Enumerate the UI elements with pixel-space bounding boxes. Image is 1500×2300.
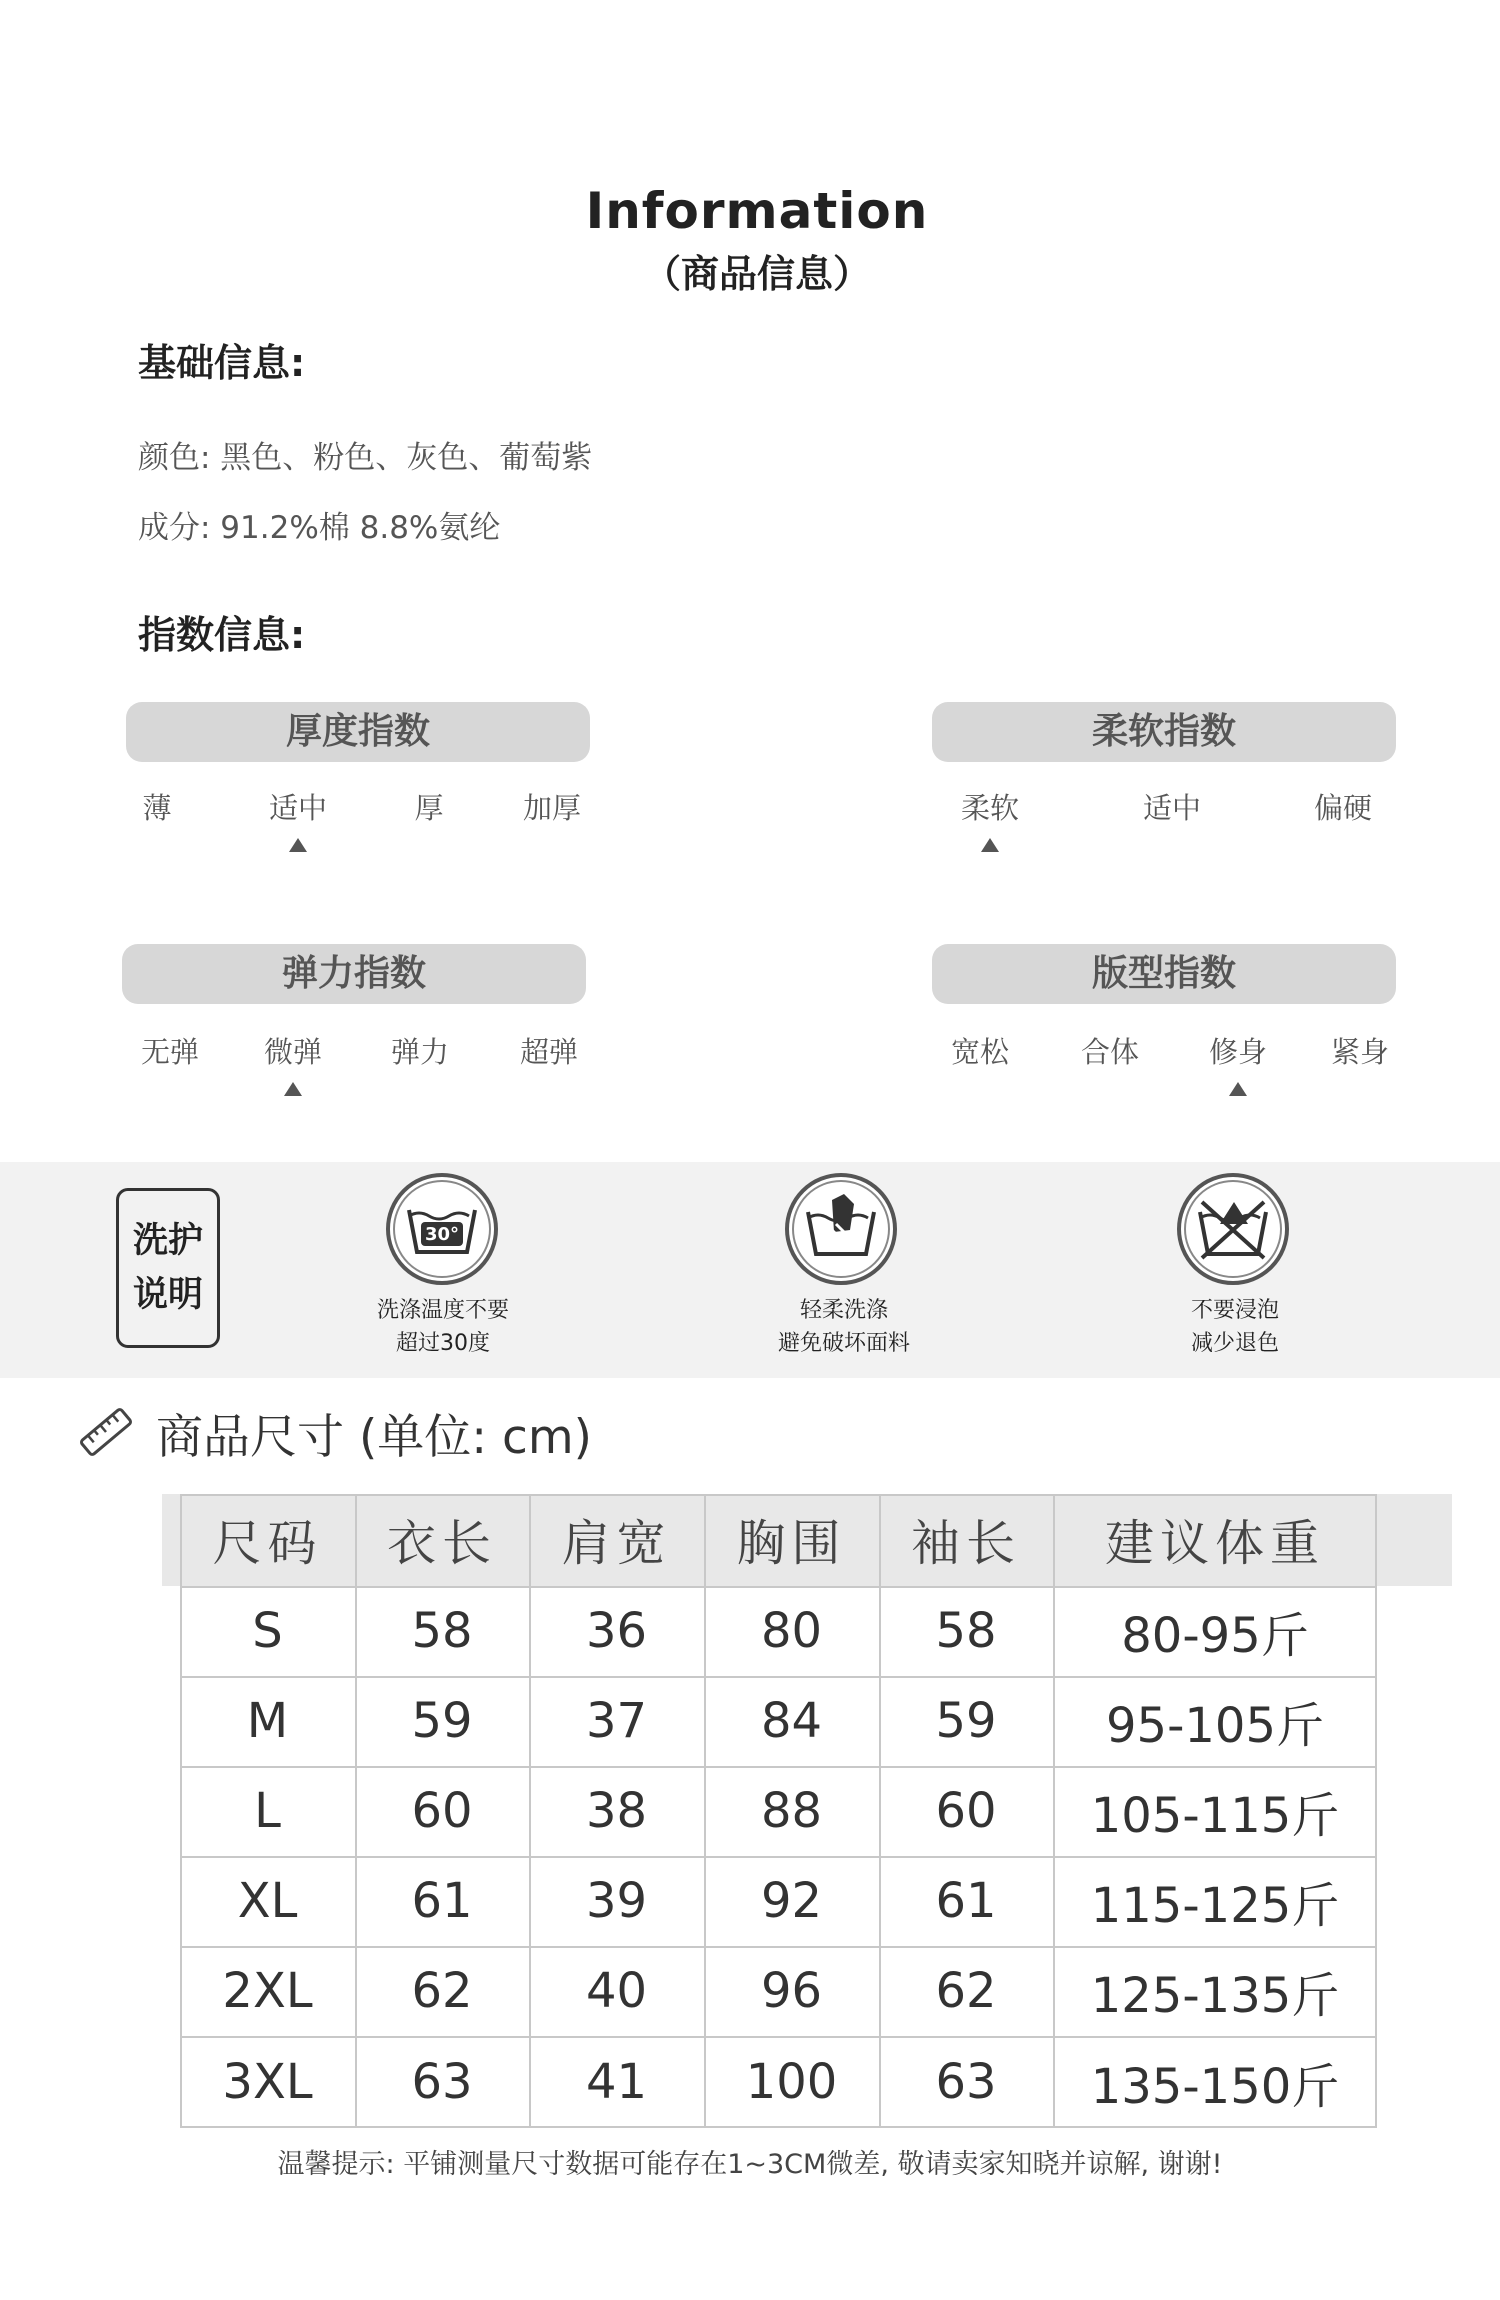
table-cell: 63 [935, 2054, 997, 2110]
care-title-box [116, 1188, 220, 1348]
index-title-1: 厚度指数 [126, 702, 590, 762]
size-table [180, 1494, 1377, 2128]
table-grid-line [180, 1766, 1377, 1768]
care-text-2-line1: 轻柔洗涤 [799, 1298, 888, 1323]
table-cell: 41 [585, 2054, 648, 2110]
wash-temp-badge: 30° [424, 1224, 460, 1245]
table-grid-line [879, 1494, 881, 2128]
index-option: 弹力 [390, 1035, 450, 1069]
table-cell: 60 [935, 1783, 997, 1839]
selected-marker-triangle [1229, 1082, 1247, 1096]
composition-info: 成分: 91.2%棉 8.8%氨纶 [138, 510, 501, 546]
table-grid-line [180, 1856, 1377, 1858]
table-header-cell: 肩宽 [529, 1494, 704, 1586]
care-text-3 [1125, 1294, 1345, 1360]
table-cell: 39 [585, 1873, 648, 1929]
table-cell: 80 [760, 1603, 823, 1659]
basic-info-heading: 基础信息: [138, 341, 306, 385]
table-grid-line [529, 1494, 531, 2128]
table-cell: 115-125斤 [1090, 1877, 1340, 1934]
table-grid-line [180, 1676, 1377, 1678]
index-info-heading: 指数信息: [138, 613, 306, 657]
table-cell: 88 [760, 1783, 823, 1839]
page-subtitle: （商品信息） [642, 252, 871, 296]
table-cell: 92 [760, 1873, 823, 1929]
footer-note: 温馨提示: 平铺测量尺寸数据可能存在1~3CM微差, 敬请卖家知晓并谅解, 谢谢! [277, 2149, 1223, 2180]
table-cell: 60 [411, 1783, 473, 1839]
index-option: 适中 [1142, 791, 1202, 825]
index-option: 宽松 [950, 1035, 1010, 1069]
selected-marker-triangle [284, 1082, 302, 1096]
table-cell: M [246, 1693, 289, 1749]
table-grid-line [180, 1494, 1377, 1496]
table-header-cell: 袖长 [879, 1494, 1053, 1586]
care-text-1-line2: 超过30度 [396, 1331, 490, 1356]
index-option: 柔软 [960, 791, 1020, 825]
table-cell: XL [237, 1873, 298, 1929]
table-grid-line [1375, 1494, 1377, 2128]
table-cell: 59 [411, 1693, 473, 1749]
table-cell: 61 [411, 1873, 473, 1929]
table-cell: 62 [411, 1963, 473, 2019]
table-cell: 105-115斤 [1090, 1787, 1340, 1844]
index-option: 修身 [1208, 1035, 1268, 1069]
selected-marker-triangle [289, 838, 307, 852]
index-title-2: 柔软指数 [932, 702, 1396, 762]
index-option: 无弹 [140, 1035, 200, 1069]
index-title-3: 弹力指数 [122, 944, 586, 1004]
no-soak-icon [1176, 1172, 1290, 1286]
index-option: 偏硬 [1313, 791, 1373, 825]
index-option: 厚 [414, 791, 444, 825]
index-option: 合体 [1080, 1035, 1140, 1069]
table-cell: 59 [935, 1693, 997, 1749]
index-option: 紧身 [1330, 1035, 1390, 1069]
care-text-3-line2: 减少退色 [1190, 1331, 1279, 1356]
size-section-title: 商品尺寸 (单位: cm) [156, 1410, 593, 1465]
table-cell: 36 [585, 1603, 648, 1659]
table-cell: 125-135斤 [1090, 1967, 1340, 2024]
table-header-cell: 胸围 [704, 1494, 879, 1586]
table-cell: 37 [585, 1693, 648, 1749]
table-grid-line [180, 2036, 1377, 2038]
table-cell: S [252, 1603, 283, 1659]
table-cell: 80-95斤 [1121, 1607, 1309, 1664]
table-cell: 100 [745, 2054, 838, 2110]
table-cell: 58 [935, 1603, 997, 1659]
table-header-cell: 尺码 [180, 1494, 355, 1586]
table-cell: 61 [935, 1873, 997, 1929]
table-cell: 63 [411, 2054, 473, 2110]
table-cell: 58 [411, 1603, 473, 1659]
table-grid-line [704, 1494, 706, 2128]
care-text-2 [734, 1294, 954, 1360]
page-title: Information [585, 182, 929, 240]
care-text-3-line1: 不要浸泡 [1190, 1298, 1279, 1323]
index-option: 超弹 [519, 1035, 579, 1069]
table-grid-line [180, 2126, 1377, 2128]
color-info: 颜色: 黑色、粉色、灰色、葡萄紫 [138, 440, 593, 476]
table-grid-line [180, 1586, 1377, 1588]
table-cell: 62 [935, 1963, 997, 2019]
table-cell: 2XL [222, 1963, 313, 2019]
table-grid-line [1053, 1494, 1055, 2128]
table-cell: 38 [585, 1783, 648, 1839]
table-header-cell: 衣长 [355, 1494, 529, 1586]
table-grid-line [180, 1494, 182, 2128]
table-cell: 95-105斤 [1105, 1697, 1325, 1754]
table-cell: 84 [760, 1693, 823, 1749]
table-grid-line [355, 1494, 357, 2128]
care-text-1-line1: 洗涤温度不要 [376, 1298, 509, 1323]
table-cell: L [254, 1783, 281, 1839]
table-cell: 96 [760, 1963, 823, 2019]
table-grid-line [180, 1946, 1377, 1948]
care-title-line2: 说明 [132, 1275, 203, 1315]
care-text-1 [333, 1294, 553, 1360]
index-option: 适中 [268, 791, 328, 825]
index-title-4: 版型指数 [932, 944, 1396, 1004]
gentle-hand-wash-icon [784, 1172, 898, 1286]
table-header-cell: 建议体重 [1053, 1494, 1377, 1586]
table-cell: 3XL [222, 2054, 313, 2110]
ruler-icon [78, 1404, 134, 1460]
care-title-line1: 洗护 [132, 1221, 203, 1261]
wash-30-degree-icon [385, 1172, 499, 1286]
index-option: 薄 [142, 791, 172, 825]
table-cell: 135-150斤 [1090, 2058, 1340, 2115]
care-text-2-line2: 避免破坏面料 [777, 1331, 910, 1356]
index-option: 加厚 [522, 791, 582, 825]
table-cell: 40 [585, 1963, 648, 2019]
selected-marker-triangle [981, 838, 999, 852]
index-option: 微弹 [263, 1035, 323, 1069]
